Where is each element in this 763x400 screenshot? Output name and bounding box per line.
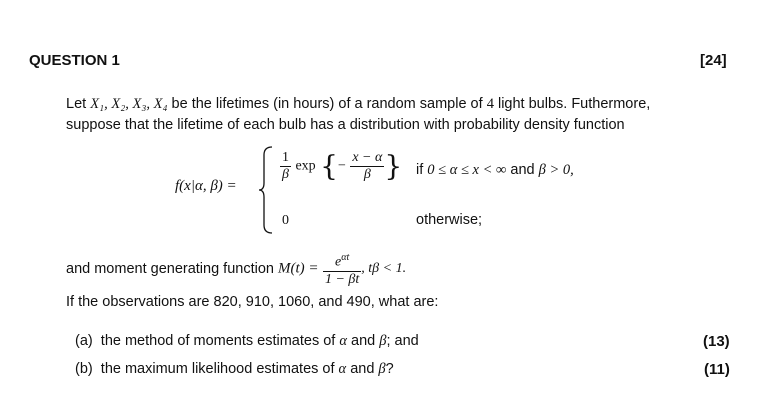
cond-beta: β > 0,: [538, 162, 574, 178]
mgf-text: and moment generating function: [66, 260, 278, 277]
mgf-den: 1 − βt: [324, 271, 360, 287]
intro-line-1: [66, 96, 650, 113]
observations-line: If the observations are 820, 910, 1060, and 490, what are:: [66, 294, 439, 310]
pdf-frac-2-den: β: [350, 166, 384, 183]
part-a-text: the method of moments estimates of: [100, 333, 340, 349]
left-curly-brace: {: [320, 149, 338, 183]
part-b-label: (b): [75, 361, 93, 377]
part-b-end: ?: [385, 361, 394, 377]
mgf-frac: [323, 250, 361, 288]
pdf-frac-2-num: x − α: [352, 150, 383, 165]
pdf-case-1: [280, 150, 402, 183]
pdf-case-2-value: 0: [282, 213, 289, 228]
piecewise-brace-icon: [258, 145, 274, 235]
pdf-case-2-otherwise: otherwise;: [416, 212, 483, 228]
question-title: QUESTION 1: [29, 52, 120, 69]
intro-text-a: Let: [66, 96, 91, 112]
minus-sign: −: [337, 158, 346, 174]
part-b-and: and: [346, 361, 379, 377]
part-a-and: and: [346, 333, 380, 349]
part-b-text: the maximum likelihood estimates of: [100, 361, 339, 377]
mgf-num: [323, 250, 361, 271]
part-a: [75, 333, 419, 350]
mgf-line: [66, 250, 406, 288]
pdf-lhs: f(x|α, β) =: [175, 178, 237, 194]
part-a-end: ; and: [386, 333, 419, 349]
cond-and: and: [506, 162, 539, 178]
part-b-marks: (11): [704, 361, 730, 378]
part-b: [75, 361, 394, 378]
exp-label: exp: [295, 158, 316, 174]
mgf-num-base: e: [335, 254, 342, 270]
pdf-frac-1-num: 1: [282, 150, 289, 165]
pdf-frac-1-den: β: [280, 166, 291, 183]
beta-symbol: β: [378, 361, 386, 377]
intro-text-c: light bulbs. Futhermore,: [493, 96, 651, 112]
total-marks: [24]: [700, 52, 727, 69]
cond-if: if: [416, 162, 428, 178]
alpha-symbol: α: [338, 361, 347, 377]
mgf-condition: , tβ < 1.: [361, 260, 407, 276]
pdf-frac-2: [350, 150, 384, 183]
mgf-num-exponent: αt: [341, 252, 350, 263]
mgf-lhs: M(t) =: [278, 260, 319, 277]
sample-size: 4: [486, 96, 494, 112]
random-variables: X₁, X₂, X₃, X₄: [90, 96, 168, 112]
part-a-label: (a): [75, 333, 93, 349]
pdf-condition-1: [416, 162, 574, 179]
right-curly-brace: }: [384, 149, 403, 183]
intro-text-b: be the lifetimes (in hours) of a random sample of: [167, 96, 487, 112]
part-a-marks: (13): [703, 333, 730, 350]
beta-symbol: β: [379, 333, 387, 349]
intro-line-2: suppose that the lifetime of each bulb has a distribution with probability density function: [66, 117, 625, 133]
pdf-frac-1: [280, 150, 291, 183]
cond-range: 0 ≤ α ≤ x < ∞: [427, 162, 507, 178]
alpha-symbol: α: [339, 333, 347, 349]
